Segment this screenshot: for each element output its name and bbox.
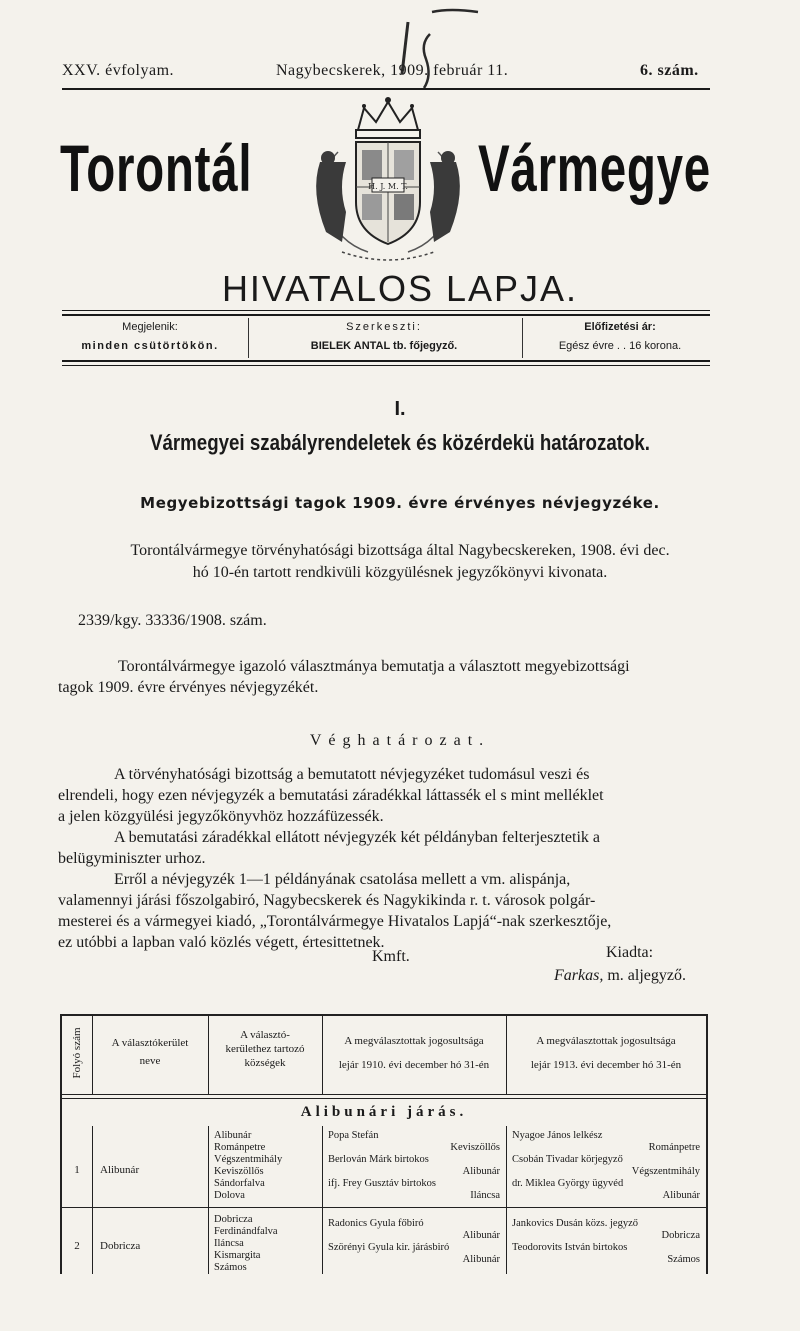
- info-divider-1: [248, 318, 249, 358]
- member-place: Iláncsa: [470, 1190, 500, 1201]
- masthead-rule: [62, 88, 710, 90]
- member-place: Dobricza: [661, 1230, 700, 1241]
- col-sep-2: [208, 1126, 209, 1274]
- member-place: Alibunár: [462, 1230, 500, 1241]
- header-col-number: [64, 1020, 90, 1090]
- row-1-village: Keviszöllős: [214, 1166, 264, 1177]
- row-2-elected-1913: [512, 1218, 700, 1266]
- info-publish: [62, 318, 238, 356]
- row-2-elected-1910: [328, 1218, 500, 1266]
- table-header-bottom-border-2: [60, 1098, 708, 1099]
- intro-line-2: hó 10-én tartott rendkivüli közgyülésnek jegyzőkönyvi kivonata.: [192, 564, 608, 581]
- file-number: 2339/kgy. 33336/1908. szám.: [78, 612, 267, 629]
- crown-icon: [356, 97, 420, 138]
- row-1-village: Románpetre: [214, 1142, 266, 1153]
- member-name: Jankovics Dusán közs. jegyző: [512, 1218, 638, 1229]
- para4-line-1: Erről a névjegyzék 1—1 példányának csatolása mellett a vm. alispánja,: [114, 871, 571, 888]
- para1-line-2: tagok 1909. évre érvényes névjegyzékét.: [58, 679, 319, 696]
- issue-number: 6. szám.: [640, 62, 699, 79]
- member-place: Románpetre: [648, 1142, 700, 1153]
- info-rule-top2: [62, 314, 710, 316]
- header-col-1910-line1: A megválasztottak jogosultsága: [344, 1035, 484, 1047]
- table-top-border: [60, 1014, 708, 1016]
- member-name: Berlován Márk birtokos: [328, 1154, 429, 1165]
- header-col-district-line2: neve: [139, 1055, 161, 1067]
- info-rule-top: [62, 310, 710, 311]
- col-sep-4: [506, 1126, 507, 1274]
- table-header-bottom-border: [60, 1094, 708, 1095]
- col-sep-1-header: [92, 1014, 93, 1094]
- row-separator: [60, 1207, 708, 1208]
- para3-line-2: belügyminiszter urhoz.: [58, 850, 206, 867]
- title-right: Vármegye: [478, 131, 711, 205]
- list-title: Megyebizottsági tagok 1909. évre érvényes névjegyzéke.: [140, 494, 660, 512]
- col-sep-4-header: [506, 1014, 507, 1094]
- volume: XXV. évfolyam.: [62, 62, 175, 79]
- para3-line-1: A bemutatási záradékkal ellátott névjegyzék két példányban felterjesztetik a: [114, 829, 601, 846]
- col-sep-3-header: [322, 1014, 323, 1094]
- member-name: Csobán Tivadar körjegyző: [512, 1154, 623, 1165]
- info-editor: [256, 318, 512, 356]
- row-2-villages: [214, 1214, 278, 1274]
- row-1-village: Végszentmihály: [214, 1154, 283, 1165]
- row-2-village: Ferdinándfalva: [214, 1226, 278, 1237]
- row-1-elected-1913: [512, 1130, 700, 1202]
- issued-label: Kiadta:: [606, 944, 654, 961]
- info-rule-bottom2: [62, 365, 710, 366]
- row-2-village: Kismargita: [214, 1250, 261, 1261]
- masthead-line: [62, 62, 710, 86]
- info-publish-label: Megjelenik:: [122, 321, 178, 333]
- para4-line-2: valamennyi járási főszolgabiró, Nagybecskerek és Nagykikinda r. t. városok polgár-: [58, 892, 596, 909]
- row-2-village: Iláncsa: [214, 1238, 244, 1249]
- col-sep-3: [322, 1126, 323, 1274]
- info-price-label: Előfizetési ár:: [584, 321, 656, 333]
- header-col-villages-line2: kerülethez tartozó: [225, 1043, 305, 1055]
- member-place: Számos: [667, 1254, 700, 1265]
- col-sep-1: [92, 1126, 93, 1274]
- header-col-1910: [324, 1034, 504, 1072]
- coat-of-arms-emblem: [298, 92, 478, 270]
- row-1-villages: [214, 1130, 282, 1202]
- para1-line-1: Torontálvármegye igazoló választmánya bemutatja a választott megyebizottsági: [118, 658, 630, 675]
- row-2-district: Dobricza: [100, 1240, 141, 1252]
- info-editor-value: BIELEK ANTAL tb. főjegyző.: [310, 340, 458, 352]
- member-name: ifj. Frey Gusztáv birtokos: [328, 1178, 436, 1189]
- section-title: Vármegyei szabályrendeletek és közérdekü határozatok.: [150, 430, 650, 455]
- row-1-elected-1910: [328, 1130, 500, 1202]
- para2-line-1: A törvényhatósági bizottság a bemutatott névjegyzéket tudomásul veszi és: [114, 766, 590, 783]
- table-right-border: [706, 1014, 708, 1274]
- para4-line-3: mesterei és a vármegyei kiadó, „Torontálvármegye Hivatalos Lapjá“-nak szerkesztője,: [58, 913, 612, 930]
- resolution-heading: Véghatározat.: [309, 732, 491, 749]
- member-place: Alibunár: [462, 1254, 500, 1265]
- place-date: Nagybecskerek, 1909. február 11.: [276, 62, 509, 79]
- row-1-district: Alibunár: [100, 1164, 140, 1176]
- row-2-village: Dobricza: [214, 1214, 253, 1225]
- row-1-village: Sándorfalva: [214, 1178, 265, 1189]
- header-col-1913-line1: A megválasztottak jogosultsága: [536, 1035, 676, 1047]
- crest-motto: H. J. M. T.: [368, 182, 408, 191]
- member-place: Végszentmihály: [631, 1166, 700, 1177]
- subtitle: HIVATALOS LAPJA.: [221, 268, 579, 309]
- header-col-district: [94, 1036, 206, 1068]
- member-name: dr. Miklea György ügyvéd: [512, 1178, 624, 1189]
- member-place: Alibunár: [662, 1190, 700, 1201]
- member-name: Teodorovits István birtokos: [512, 1242, 628, 1253]
- row-1-village: Alibunár: [214, 1130, 252, 1141]
- row-2-number: 2: [74, 1240, 80, 1252]
- member-name: Radonics Gyula főbiró: [328, 1218, 424, 1229]
- info-editor-label: Szerkeszti:: [346, 321, 422, 333]
- para2-line-3: a jelen közgyülési jegyzőkönyvhöz hozzáfüzessék.: [58, 808, 384, 825]
- kmft: Kmft.: [372, 948, 410, 965]
- row-1-number: 1: [74, 1164, 80, 1176]
- district-title: Alibunári járás.: [300, 1104, 468, 1120]
- para2-line-2: elrendeli, hogy ezen névjegyzék a bemutatási záradékkal láttassék el s mint melléklet: [58, 787, 604, 804]
- row-1-village: Dolova: [214, 1190, 245, 1201]
- issued-by-name: Farkas,: [554, 967, 604, 984]
- info-publish-value: minden csütörtökön.: [81, 340, 219, 352]
- header-col-1913-line2: lejár 1913. évi december hó 31-én: [530, 1059, 682, 1071]
- header-col-1910-line2: lejár 1910. évi december hó 31-én: [338, 1059, 490, 1071]
- header-col-villages-line1: A választó-: [240, 1029, 290, 1041]
- info-price: [530, 318, 710, 356]
- info-divider-2: [522, 318, 523, 358]
- issued-by: [554, 967, 686, 985]
- member-place: Keviszöllős: [450, 1142, 500, 1153]
- info-price-value: Egész évre . . 16 korona.: [558, 340, 682, 352]
- member-name: Popa Stefán: [328, 1130, 379, 1141]
- info-rule-bottom: [62, 360, 710, 362]
- table-left-border: [60, 1014, 62, 1274]
- title-left: Torontál: [60, 131, 253, 205]
- issued-by-title: m. aljegyző.: [607, 967, 686, 984]
- header-col-villages-line3: községek: [244, 1057, 286, 1069]
- header-col-1913: [508, 1034, 704, 1072]
- member-name: Szörényi Gyula kir. járásbiró: [328, 1242, 450, 1253]
- intro-line-1: Torontálvármegye törvényhatósági bizottsága által Nagybecskereken, 1908. évi dec.: [130, 542, 670, 559]
- member-place: Alibunár: [462, 1166, 500, 1177]
- row-2-village: Számos: [214, 1262, 247, 1273]
- header-col-number-text: Folyó szám: [71, 1027, 83, 1079]
- col-sep-2-header: [208, 1014, 209, 1094]
- member-name: Nyagoe János lelkész: [512, 1130, 603, 1141]
- para4-line-4: ez utóbbi a lapban való közlés végett, értesittetnek.: [58, 934, 385, 951]
- section-number: I.: [394, 398, 406, 420]
- header-col-villages: [210, 1028, 320, 1070]
- header-col-district-line1: A választókerület: [111, 1037, 189, 1049]
- members-table: [60, 1014, 708, 1274]
